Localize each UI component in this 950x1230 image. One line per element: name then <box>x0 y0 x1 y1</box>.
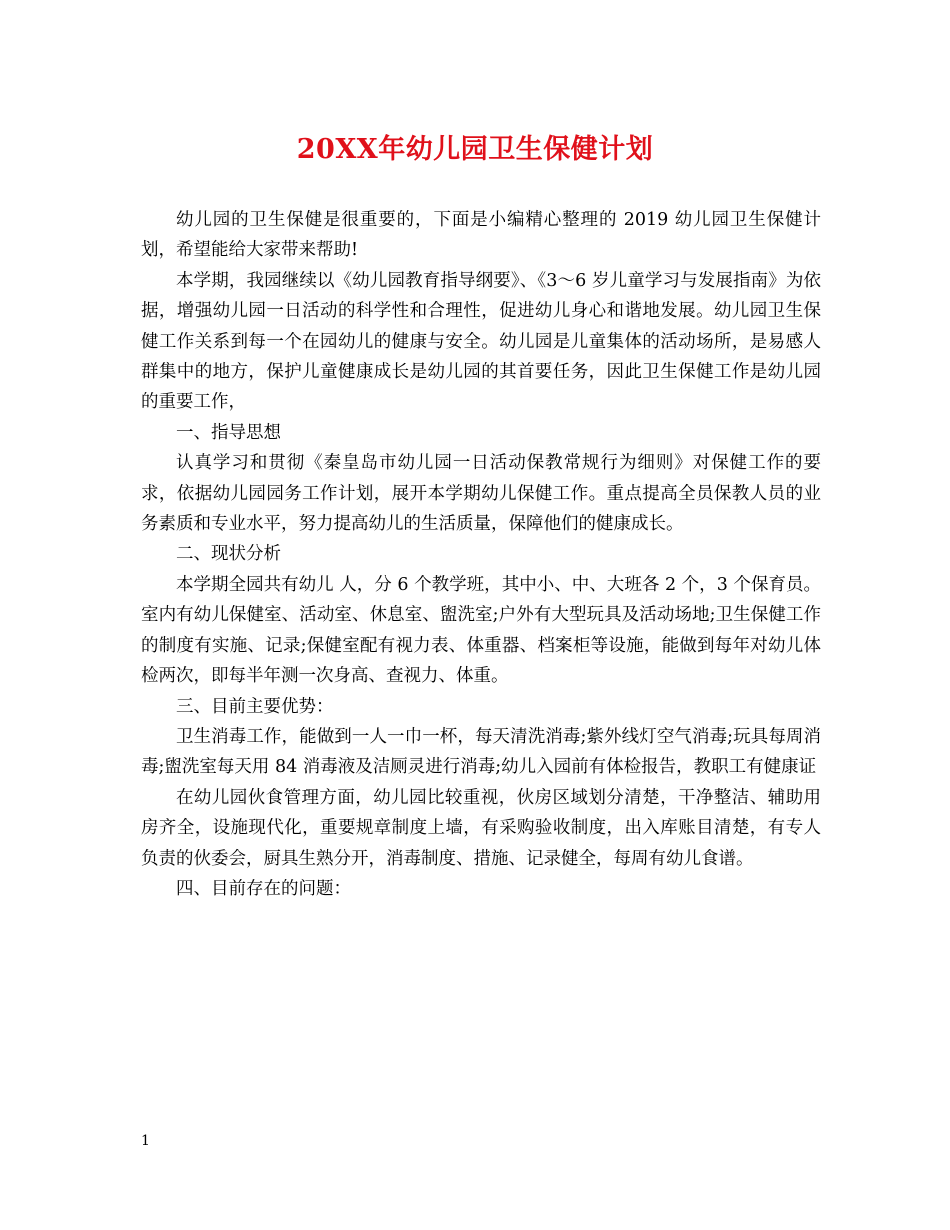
paragraph: 在幼儿园伙食管理方面，幼儿园比较重视，伙房区域划分清楚，干净整洁、辅助用房齐全，设施现代化，重要规章制度上墙，有采购验收制度，出入库账目清楚，有专人负责的伙委会，厨具生熟分开，消毒制度、措施、记录健全，每周有幼儿食谱。 <box>141 787 821 869</box>
section-heading: 四、目前存在的问题： <box>176 878 351 899</box>
page-number: 1 <box>141 1133 150 1149</box>
paragraph: 本学期，我园继续以《幼儿园教育指导纲要》、《3～6 岁儿童学习与发展指南》为依据，增强幼儿园一日活动的科学性和合理性，促进幼儿身心和谐地发展。幼儿园卫生保健工作关系到每一个在园幼儿的健康与安全。幼儿园是儿童集体的活动场所，是易感人群集中的地方，保护儿童健康成长是幼儿园的其首要任务，因此卫生保健工作是幼儿园的重要工作， <box>141 270 821 413</box>
paragraph: 卫生消毒工作，能做到一人一巾一杯，每天清洗消毒;紫外线灯空气消毒;玩具每周消毒;盥洗室每天用 84 消毒液及洁厕灵进行消毒;幼儿入园前有体检报告，教职工有健康证 <box>141 726 821 778</box>
paragraph: 幼儿园的卫生保健是很重要的，下面是小编精心整理的 2019 幼儿园卫生保健计划，希望能给大家带来帮助! <box>141 210 821 261</box>
paragraph: 本学期全园共有幼儿 人，分 6 个教学班，其中小、中、大班各 2 个，3 个保育员。室内有幼儿保健室、活动室、休息室、盥洗室;户外有大型玩具及活动场地;卫生保健工作的制度有实施、记录;保健室配有视力表、体重器、档案柜等设施，能做到每年对幼儿体检两次，即每半年测一次身高、查视力、体重。 <box>141 574 821 687</box>
document-title: 20XX年幼儿园卫生保健计划 <box>296 134 654 165</box>
section-heading: 一、指导思想 <box>176 422 281 443</box>
section-heading: 二、现状分析 <box>176 544 281 565</box>
section-heading: 三、目前主要优势： <box>176 696 334 717</box>
document-body <box>141 205 821 904</box>
paragraph: 认真学习和贯彻《秦皇岛市幼儿园一日活动保教常规行为细则》对保健工作的要求，依据幼儿园园务工作计划，展开本学期幼儿保健工作。重点提高全员保教人员的业务素质和专业水平，努力提高幼儿的生活质量，保障他们的健康成长。 <box>141 453 821 535</box>
